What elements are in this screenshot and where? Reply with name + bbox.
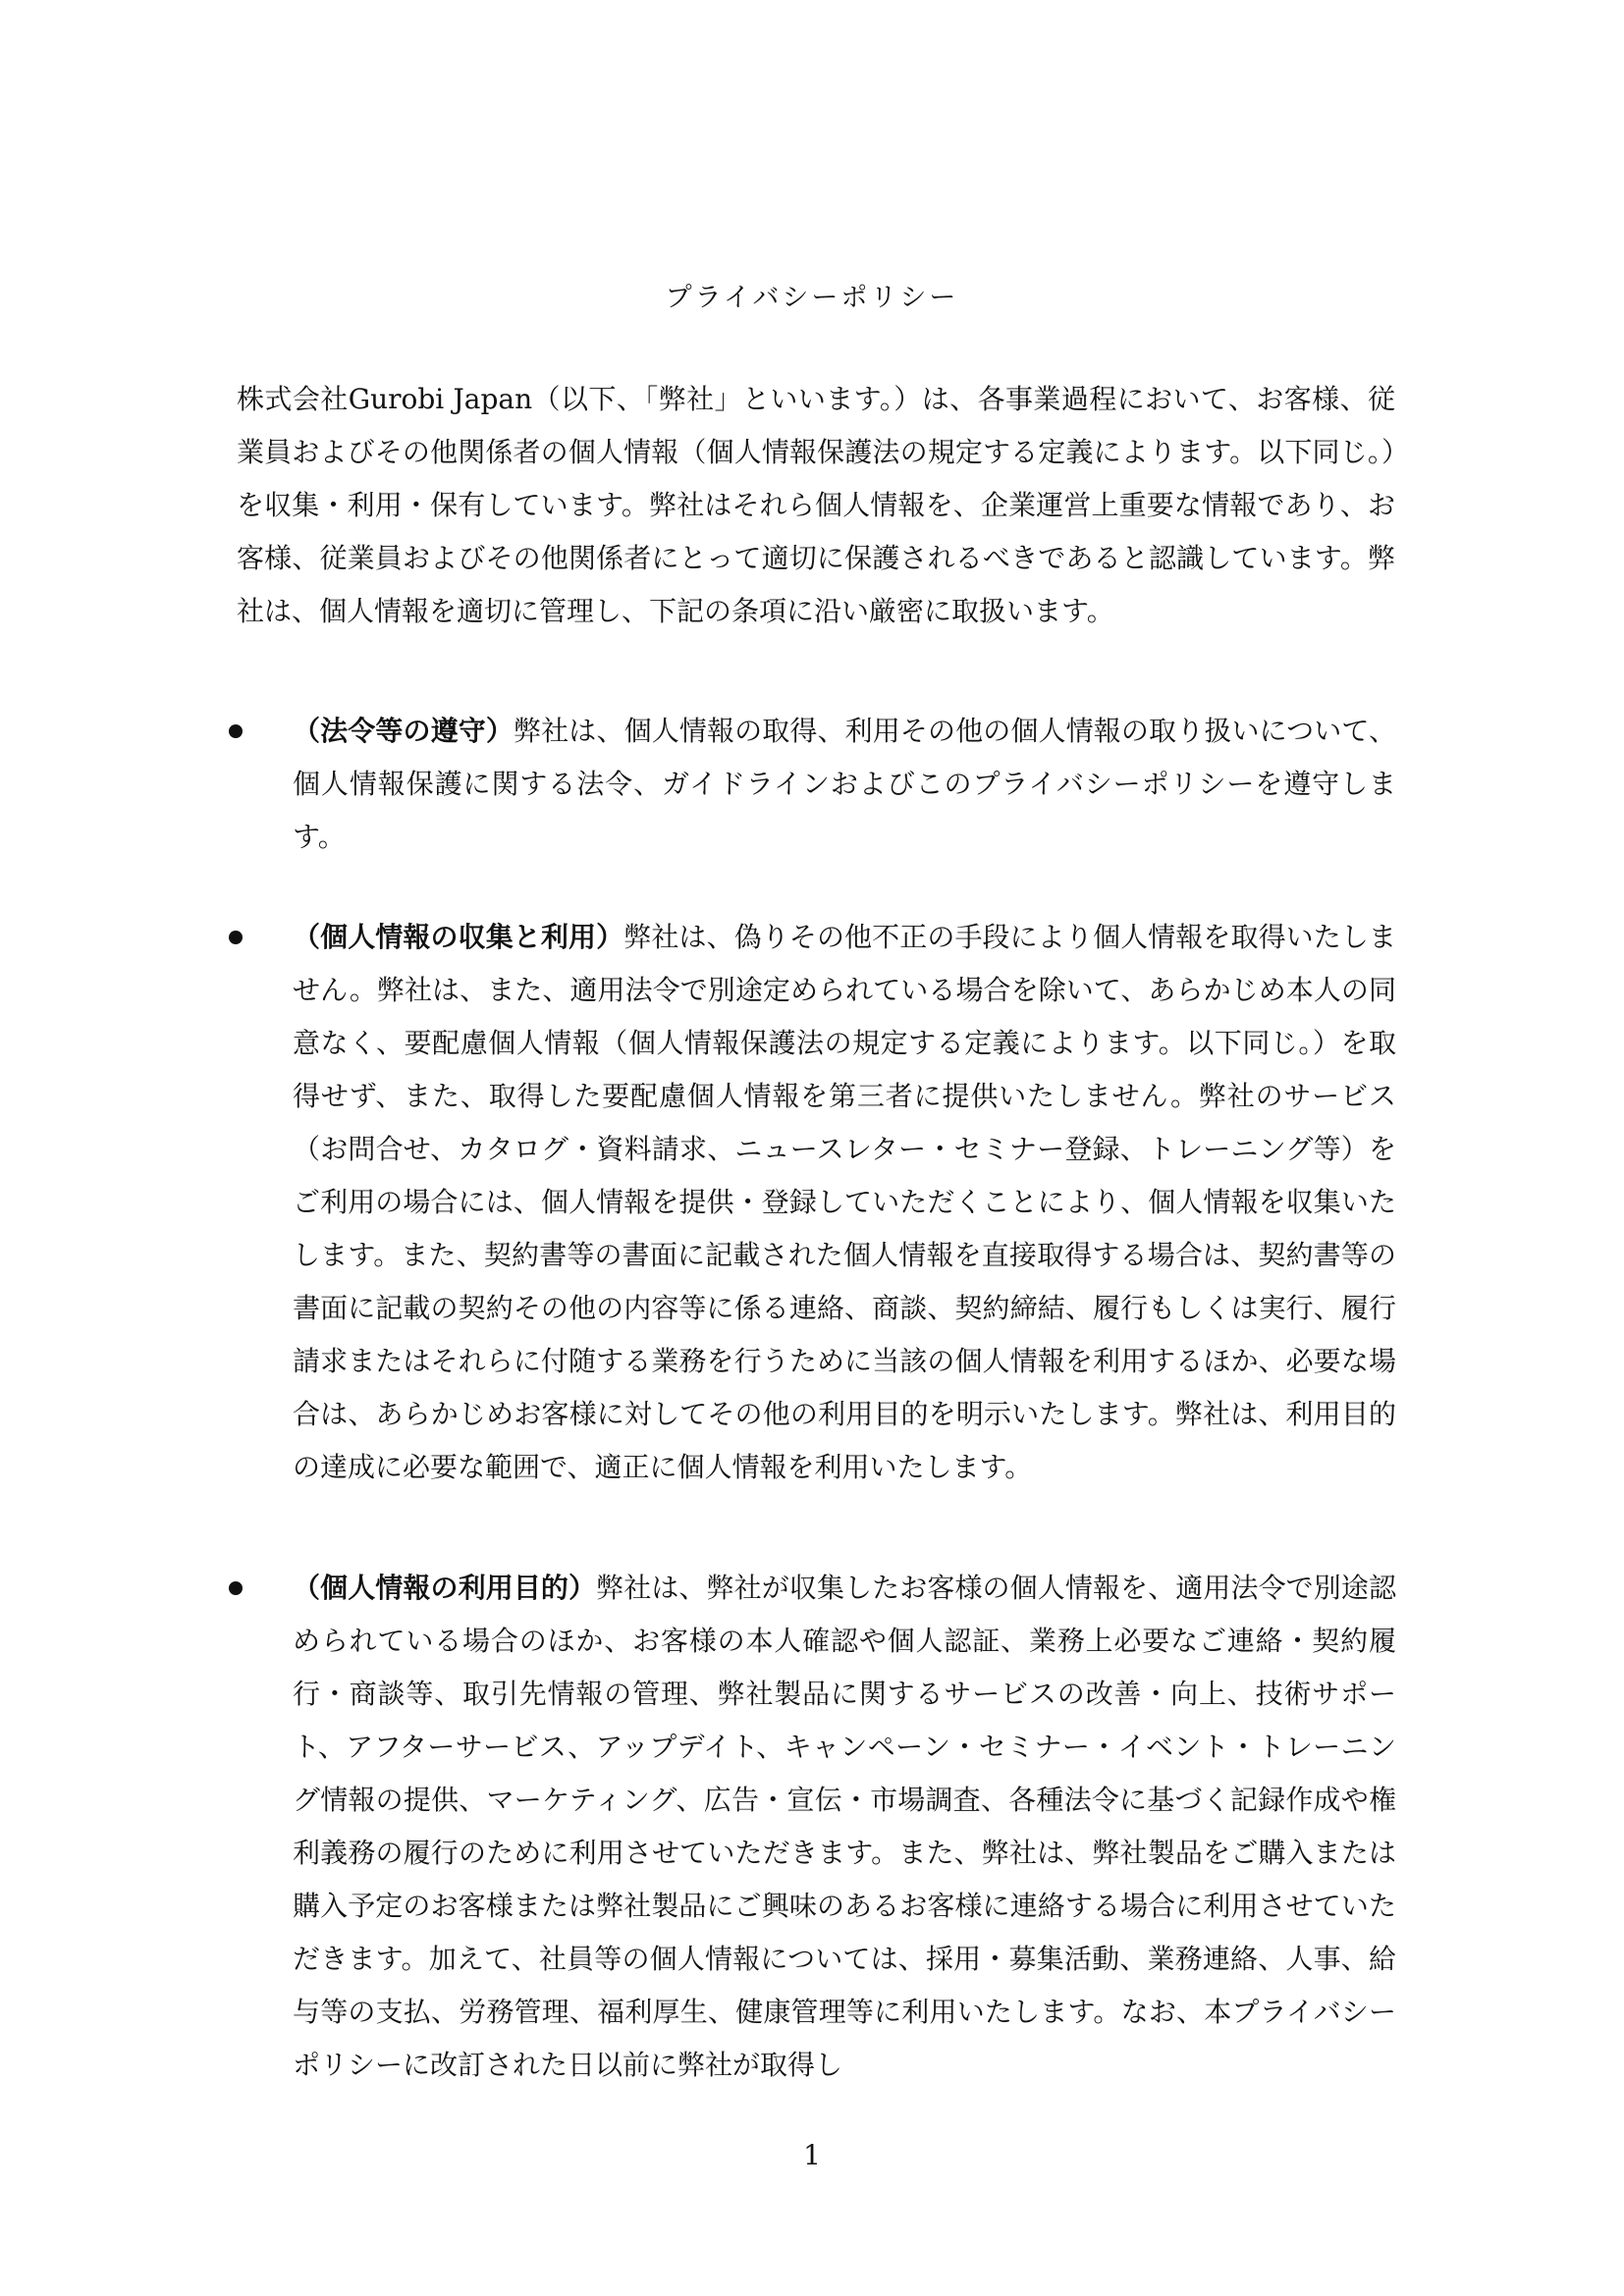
section-body [293, 705, 1396, 864]
document-title: プライバシーポリシー [665, 283, 959, 313]
section-body [293, 1562, 1396, 2092]
section-body [293, 911, 1396, 1494]
intro-paragraph: 株式会社Gurobi Japan（以下、「弊社」といいます。）は、各事業過程において、お客様、従業員およびその他関係者の個人情報（個人情報保護法の規定する定義によります。以下同じ。）を収集・利用・保有しています。弊社はそれら個人情報を、企業運営上重要な情報であり、お客様、従業員およびその他関係者にとって適切に保護されるべきであると認識しています。弊社は、個人情報を適切に管理し、下記の条項に沿い厳密に取扱います。 [237, 383, 1395, 627]
section-heading: （法令等の遵守） [293, 715, 514, 747]
section-text: 弊社は、偽りその他不正の手段により個人情報を取得いたしません。弊社は、また、適用法令で別途定められている場合を除いて、あらかじめ本人の同意なく、要配慮個人情報（個人情報保護法の規定する定義によります。以下同じ。）を取得せず、また、取得した要配慮個人情報を第三者に提供いたしません。弊社のサービス（お問合せ、カタログ・資料請求、ニュースレター・セミナー登録、トレーニング等）をご利用の場合には、個人情報を提供・登録していただくことにより、個人情報を収集いたします。また、契約書等の書面に記載された個人情報を直接取得する場合は、契約書等の書面に記載の契約その他の内容等に係る連絡、商談、契約締結、履行もしくは実行、履行請求またはそれらに付随する業務を行うために当該の個人情報を利用するほか、必要な場合は、あらかじめお客様に対してその他の利用目的を明示いたします。弊社は、利用目的の達成に必要な範囲で、適正に個人情報を利用いたします。 [293, 921, 1396, 1483]
section-heading: （個人情報の利用目的） [293, 1572, 597, 1604]
page-number: 1 [803, 2139, 821, 2171]
bullet-icon [229, 724, 243, 738]
section-heading: （個人情報の収集と利用） [293, 921, 624, 953]
bullet-icon [229, 931, 243, 944]
bullet-icon [229, 1581, 243, 1595]
section-text: 弊社は、個人情報の取得、利用その他の個人情報の取り扱いについて、個人情報保護に関する法令、ガイドラインおよびこのプライバシーポリシーを遵守します。 [293, 715, 1396, 853]
section-text: 弊社は、弊社が収集したお客様の個人情報を、適用法令で別途認められている場合のほか、お客様の本人確認や個人認証、業務上必要なご連絡・契約履行・商談等、取引先情報の管理、弊社製品に関するサービスの改善・向上、技術サポート、アフターサービス、アップデイト、キャンペーン・セミナー・イベント・トレーニング情報の提供、マーケティング、広告・宣伝・市場調査、各種法令に基づく記録作成や権利義務の履行のために利用させていただきます。また、弊社は、弊社製品をご購入または購入予定のお客様または弊社製品にご興味のあるお客様に連絡する場合に利用させていただきます。加えて、社員等の個人情報については、採用・募集活動、業務連絡、人事、給与等の支払、労務管理、福利厚生、健康管理等に利用いたします。なお、本プライバシーポリシーに改訂された日以前に弊社が取得し [293, 1572, 1396, 2081]
